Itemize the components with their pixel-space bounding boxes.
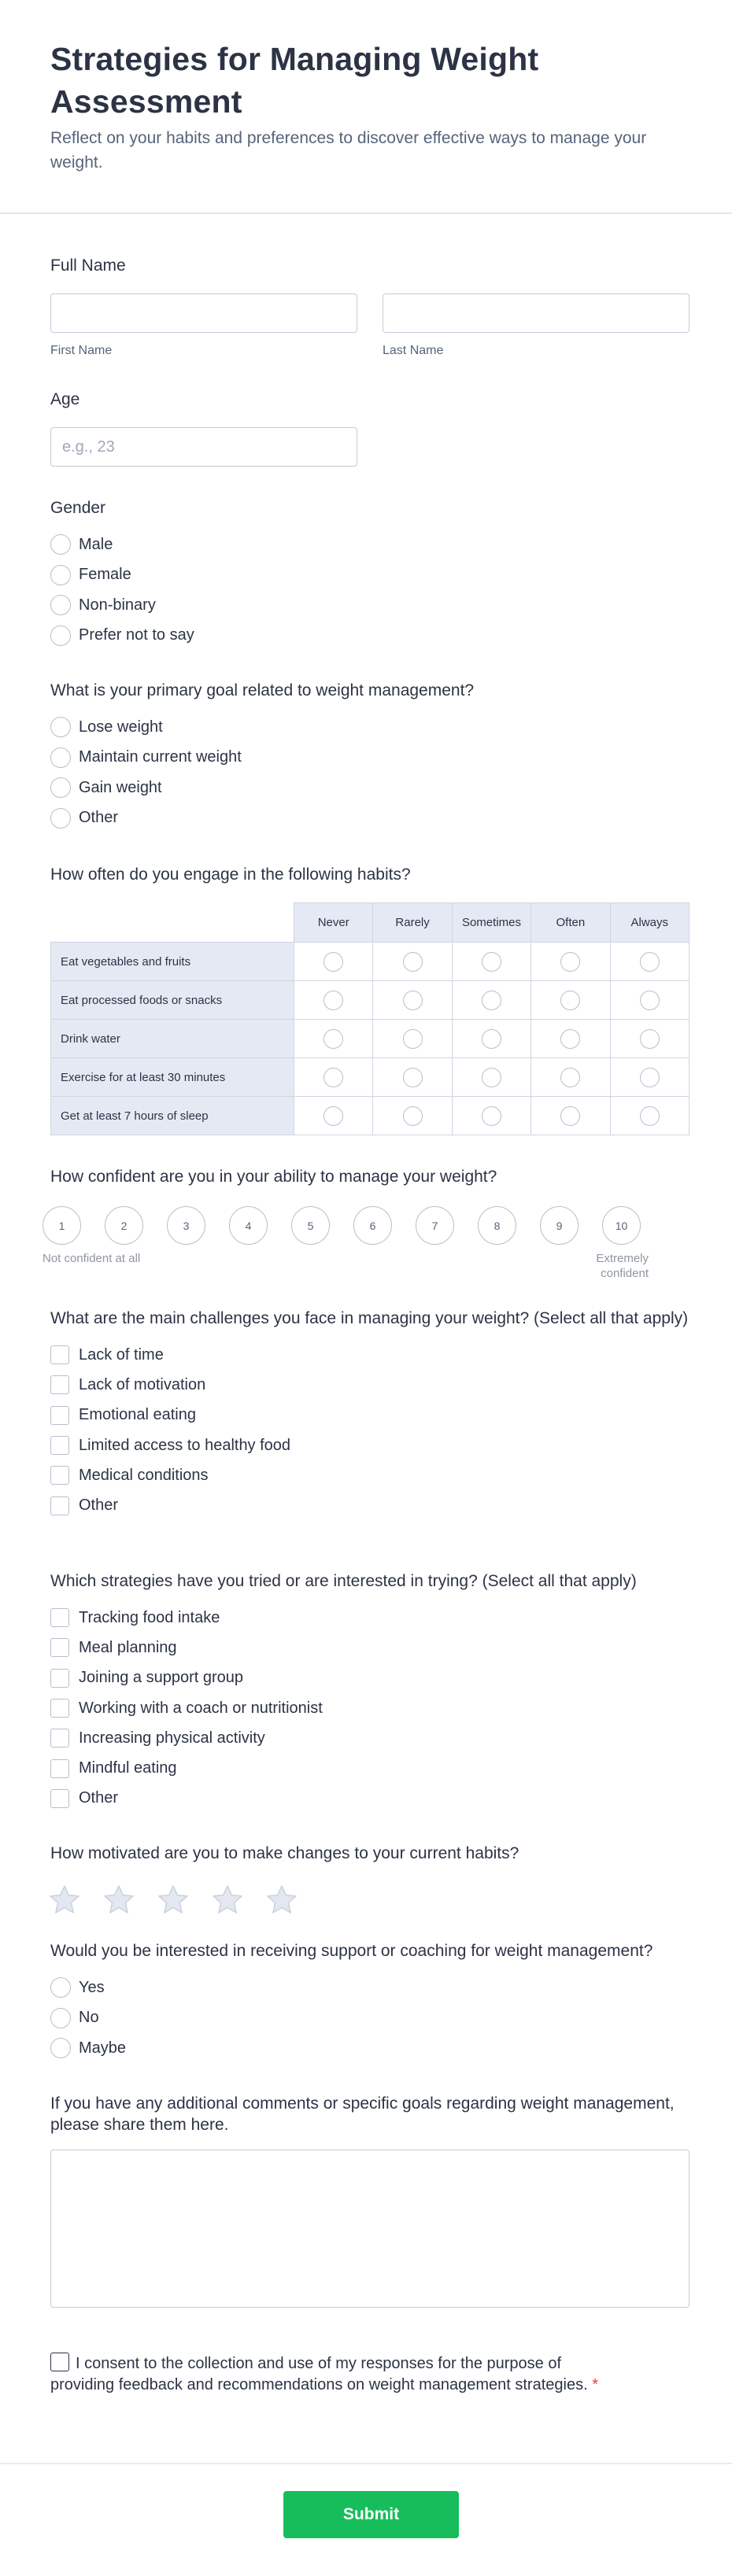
star-icon[interactable] [264,1883,299,1917]
matrix-radio-button[interactable] [560,1106,580,1126]
option-label: Female [79,566,131,584]
matrix-cell [452,1097,531,1135]
matrix-radio-button[interactable] [640,1106,660,1126]
goal-option[interactable] [50,743,474,773]
option-label: Increasing physical activity [79,1729,265,1747]
option-label: Limited access to healthy food [79,1436,291,1454]
checkbox[interactable] [50,1497,69,1515]
matrix-radio-button[interactable] [560,1029,580,1049]
option-label: Male [79,535,113,553]
goal-option[interactable] [50,712,474,743]
strategy-option[interactable] [50,1723,689,1753]
matrix-cell [294,1020,373,1058]
gender-option[interactable] [50,530,194,560]
matrix-radio-button[interactable] [403,991,423,1010]
first-name-sublabel: First Name [50,344,113,357]
matrix-column-header: Always [610,903,689,943]
strategy-option[interactable] [50,1633,689,1663]
scale-option-6[interactable]: 6 [353,1206,392,1245]
strategy-option[interactable] [50,1753,689,1783]
gender-option[interactable] [50,590,194,621]
matrix-cell [373,1058,452,1097]
matrix-cell [373,943,452,981]
support-option[interactable] [50,2033,653,2064]
gender-field [50,497,194,651]
challenges-label: What are the main challenges you face in managing your weight? (Select all that apply) [50,1309,689,1327]
matrix-radio-button[interactable] [482,1106,501,1126]
option-label: Lose weight [79,718,163,736]
scale-option-3[interactable]: 3 [167,1206,205,1245]
challenges-options [50,1340,689,1521]
challenge-option[interactable] [50,1490,689,1520]
matrix-cell [531,1097,610,1135]
goal-option[interactable] [50,803,474,834]
star-icon[interactable] [156,1883,190,1917]
option-label: Non-binary [79,596,156,614]
checkbox[interactable] [50,1669,69,1688]
option-label: Gain weight [79,778,162,796]
motivation-field [50,1843,689,1917]
age-input[interactable] [50,427,357,467]
matrix-row [51,943,689,981]
option-label: Medical conditions [79,1466,209,1484]
consent-label: I consent to the collection and use of my responses for the purpose of providing feedback and recommendations on weight management strategies. [50,2355,588,2393]
form-subtitle: Reflect on your habits and preferences to discover effective ways to manage your weight. [50,129,647,172]
option-label: No [79,2009,99,2027]
matrix-row [51,1097,689,1135]
matrix-radio-button[interactable] [403,1106,423,1126]
confidence-label: How confident are you in your ability to manage your weight? [50,1168,497,1186]
checkbox[interactable] [50,1759,69,1778]
matrix-radio-button[interactable] [482,991,501,1010]
challenge-option[interactable] [50,1370,689,1400]
matrix-cell [452,1058,531,1097]
matrix-column-header: Often [531,903,610,943]
matrix-cell [531,1058,610,1097]
scale-option-1[interactable]: 1 [43,1206,81,1245]
consent-checkbox[interactable] [50,2353,69,2371]
option-label: Lack of time [79,1345,164,1364]
matrix-radio-button[interactable] [640,991,660,1010]
option-label: Maybe [79,2039,127,2057]
age-label: Age [50,390,80,408]
matrix-radio-button[interactable] [640,1029,660,1049]
challenge-option[interactable] [50,1460,689,1490]
first-name-input[interactable] [50,293,357,333]
full-name-label: Full Name [50,256,126,275]
radio-button[interactable] [50,808,71,829]
matrix-cell [373,981,452,1020]
matrix-row [51,1058,689,1097]
matrix-corner [51,903,294,943]
consent-field [50,2353,617,2396]
support-option[interactable] [50,1973,653,2003]
matrix-cell [531,943,610,981]
gender-option[interactable] [50,621,194,651]
star-rating [47,1883,689,1917]
matrix-cell [531,981,610,1020]
option-label: Meal planning [79,1638,177,1656]
comments-textarea[interactable] [50,2150,689,2308]
matrix-cell [610,1058,689,1097]
matrix-radio-button[interactable] [482,952,501,972]
required-mark: * [592,2376,598,2393]
star-icon[interactable] [210,1883,245,1917]
support-option[interactable] [50,2003,653,2034]
option-label: Other [79,809,119,827]
scale-option-2[interactable]: 2 [105,1206,143,1245]
option-label: Yes [79,1978,105,1996]
matrix-cell [373,1097,452,1135]
submit-button[interactable]: Submit [283,2491,459,2538]
matrix-cell [610,1020,689,1058]
matrix-radio-button[interactable] [323,1068,343,1087]
checkbox[interactable] [50,1466,69,1485]
matrix-row [51,981,689,1020]
checkbox[interactable] [50,1436,69,1455]
matrix-row-header: Eat processed foods or snacks [51,981,294,1020]
checkbox[interactable] [50,1608,69,1627]
radio-button[interactable] [50,777,71,798]
habits-label: How often do you engage in the following habits? [50,865,411,884]
challenge-option[interactable] [50,1340,689,1370]
matrix-cell [531,1020,610,1058]
challenge-option[interactable] [50,1401,689,1430]
matrix-row [51,1020,689,1058]
matrix-radio-button[interactable] [323,1106,343,1126]
star-icon[interactable] [47,1883,82,1917]
goal-options [50,712,474,833]
option-label: Prefer not to say [79,626,194,644]
option-label: Lack of motivation [79,1375,206,1393]
scale-option-9[interactable]: 9 [540,1206,579,1245]
matrix-radio-button[interactable] [323,991,343,1010]
matrix-radio-button[interactable] [403,952,423,972]
matrix-cell [610,943,689,981]
age-field [50,389,357,467]
strategies-options [50,1603,689,1814]
matrix-row-header: Get at least 7 hours of sleep [51,1097,294,1135]
scale-min-label: Not confident at all [43,1252,141,1265]
form-header [0,0,732,214]
matrix-cell [452,981,531,1020]
strategy-option[interactable] [50,1663,689,1693]
option-label: Other [79,1497,119,1515]
radio-button[interactable] [50,595,71,615]
option-label: Other [79,1789,119,1807]
radio-button[interactable] [50,1977,71,1998]
last-name-input[interactable] [383,293,689,333]
matrix-radio-button[interactable] [560,991,580,1010]
gender-options [50,530,194,651]
option-label: Tracking food intake [79,1608,220,1626]
gender-label: Gender [50,499,106,517]
radio-button[interactable] [50,626,71,646]
checkbox[interactable] [50,1345,69,1364]
checkbox[interactable] [50,1375,69,1394]
goal-option[interactable] [50,773,474,803]
matrix-cell [610,1097,689,1135]
scale-option-4[interactable]: 4 [229,1206,268,1245]
radio-button[interactable] [50,565,71,585]
matrix-cell [610,981,689,1020]
matrix-column-header: Rarely [373,903,452,943]
checkbox[interactable] [50,1729,69,1747]
star-icon[interactable] [102,1883,136,1917]
matrix-cell [452,943,531,981]
matrix-radio-button[interactable] [482,1068,501,1087]
goal-label: What is your primary goal related to weight management? [50,681,475,699]
radio-button[interactable] [50,534,71,555]
habits-matrix [50,902,689,1135]
full-name-field [50,255,689,358]
matrix-cell [294,981,373,1020]
option-label: Emotional eating [79,1406,196,1424]
matrix-row-header: Exercise for at least 30 minutes [51,1058,294,1097]
matrix-cell [294,1058,373,1097]
strategy-option[interactable] [50,1693,689,1723]
matrix-cell [452,1020,531,1058]
challenge-option[interactable] [50,1430,689,1460]
strategy-option[interactable] [50,1784,689,1814]
matrix-row-header: Eat vegetables and fruits [51,943,294,981]
matrix-radio-button[interactable] [560,1068,580,1087]
option-label: Maintain current weight [79,748,242,766]
support-label: Would you be interested in receiving support or coaching for weight management? [50,1942,653,1960]
scale-max-label: Extremely confident [596,1252,649,1280]
confidence-field [43,1166,696,1282]
matrix-radio-button[interactable] [560,952,580,972]
checkbox[interactable] [50,1699,69,1718]
scale-option-7[interactable]: 7 [416,1206,454,1245]
matrix-radio-button[interactable] [403,1068,423,1087]
goal-field [50,680,474,833]
matrix-radio-button[interactable] [640,952,660,972]
checkbox[interactable] [50,1638,69,1657]
strategies-label: Which strategies have you tried or are interested in trying? (Select all that apply) [50,1572,637,1590]
matrix-radio-button[interactable] [323,952,343,972]
matrix-cell [294,943,373,981]
support-options [50,1973,653,2064]
radio-button[interactable] [50,2038,71,2058]
matrix-radio-button[interactable] [640,1068,660,1087]
confidence-scale [43,1206,696,1245]
habits-field [50,864,689,1135]
matrix-column-header: Sometimes [452,903,531,943]
matrix-row-header: Drink water [51,1020,294,1058]
form-footer [0,2463,732,2576]
comments-field [50,2093,689,2308]
scale-option-10[interactable]: 10 [602,1206,641,1245]
option-label: Joining a support group [79,1669,244,1687]
comments-label: If you have any additional comments or specific goals regarding weight management, please share them here. [50,2094,675,2134]
radio-button[interactable] [50,717,71,737]
checkbox[interactable] [50,1406,69,1425]
form-title: Strategies for Managing Weight Assessment [50,41,539,120]
matrix-cell [294,1097,373,1135]
challenges-field [50,1308,689,1521]
radio-button[interactable] [50,2008,71,2028]
option-label: Working with a coach or nutritionist [79,1699,323,1717]
checkbox[interactable] [50,1789,69,1808]
motivation-label: How motivated are you to make changes to your current habits? [50,1844,519,1862]
scale-option-8[interactable]: 8 [478,1206,516,1245]
matrix-radio-button[interactable] [403,1029,423,1049]
strategies-field [50,1570,689,1814]
matrix-radio-button[interactable] [482,1029,501,1049]
radio-button[interactable] [50,747,71,768]
scale-option-5[interactable]: 5 [291,1206,330,1245]
support-field [50,1940,653,2064]
option-label: Mindful eating [79,1759,177,1777]
strategy-option[interactable] [50,1603,689,1633]
last-name-sublabel: Last Name [383,344,444,357]
matrix-radio-button[interactable] [323,1029,343,1049]
matrix-column-header: Never [294,903,373,943]
matrix-cell [373,1020,452,1058]
gender-option[interactable] [50,560,194,591]
